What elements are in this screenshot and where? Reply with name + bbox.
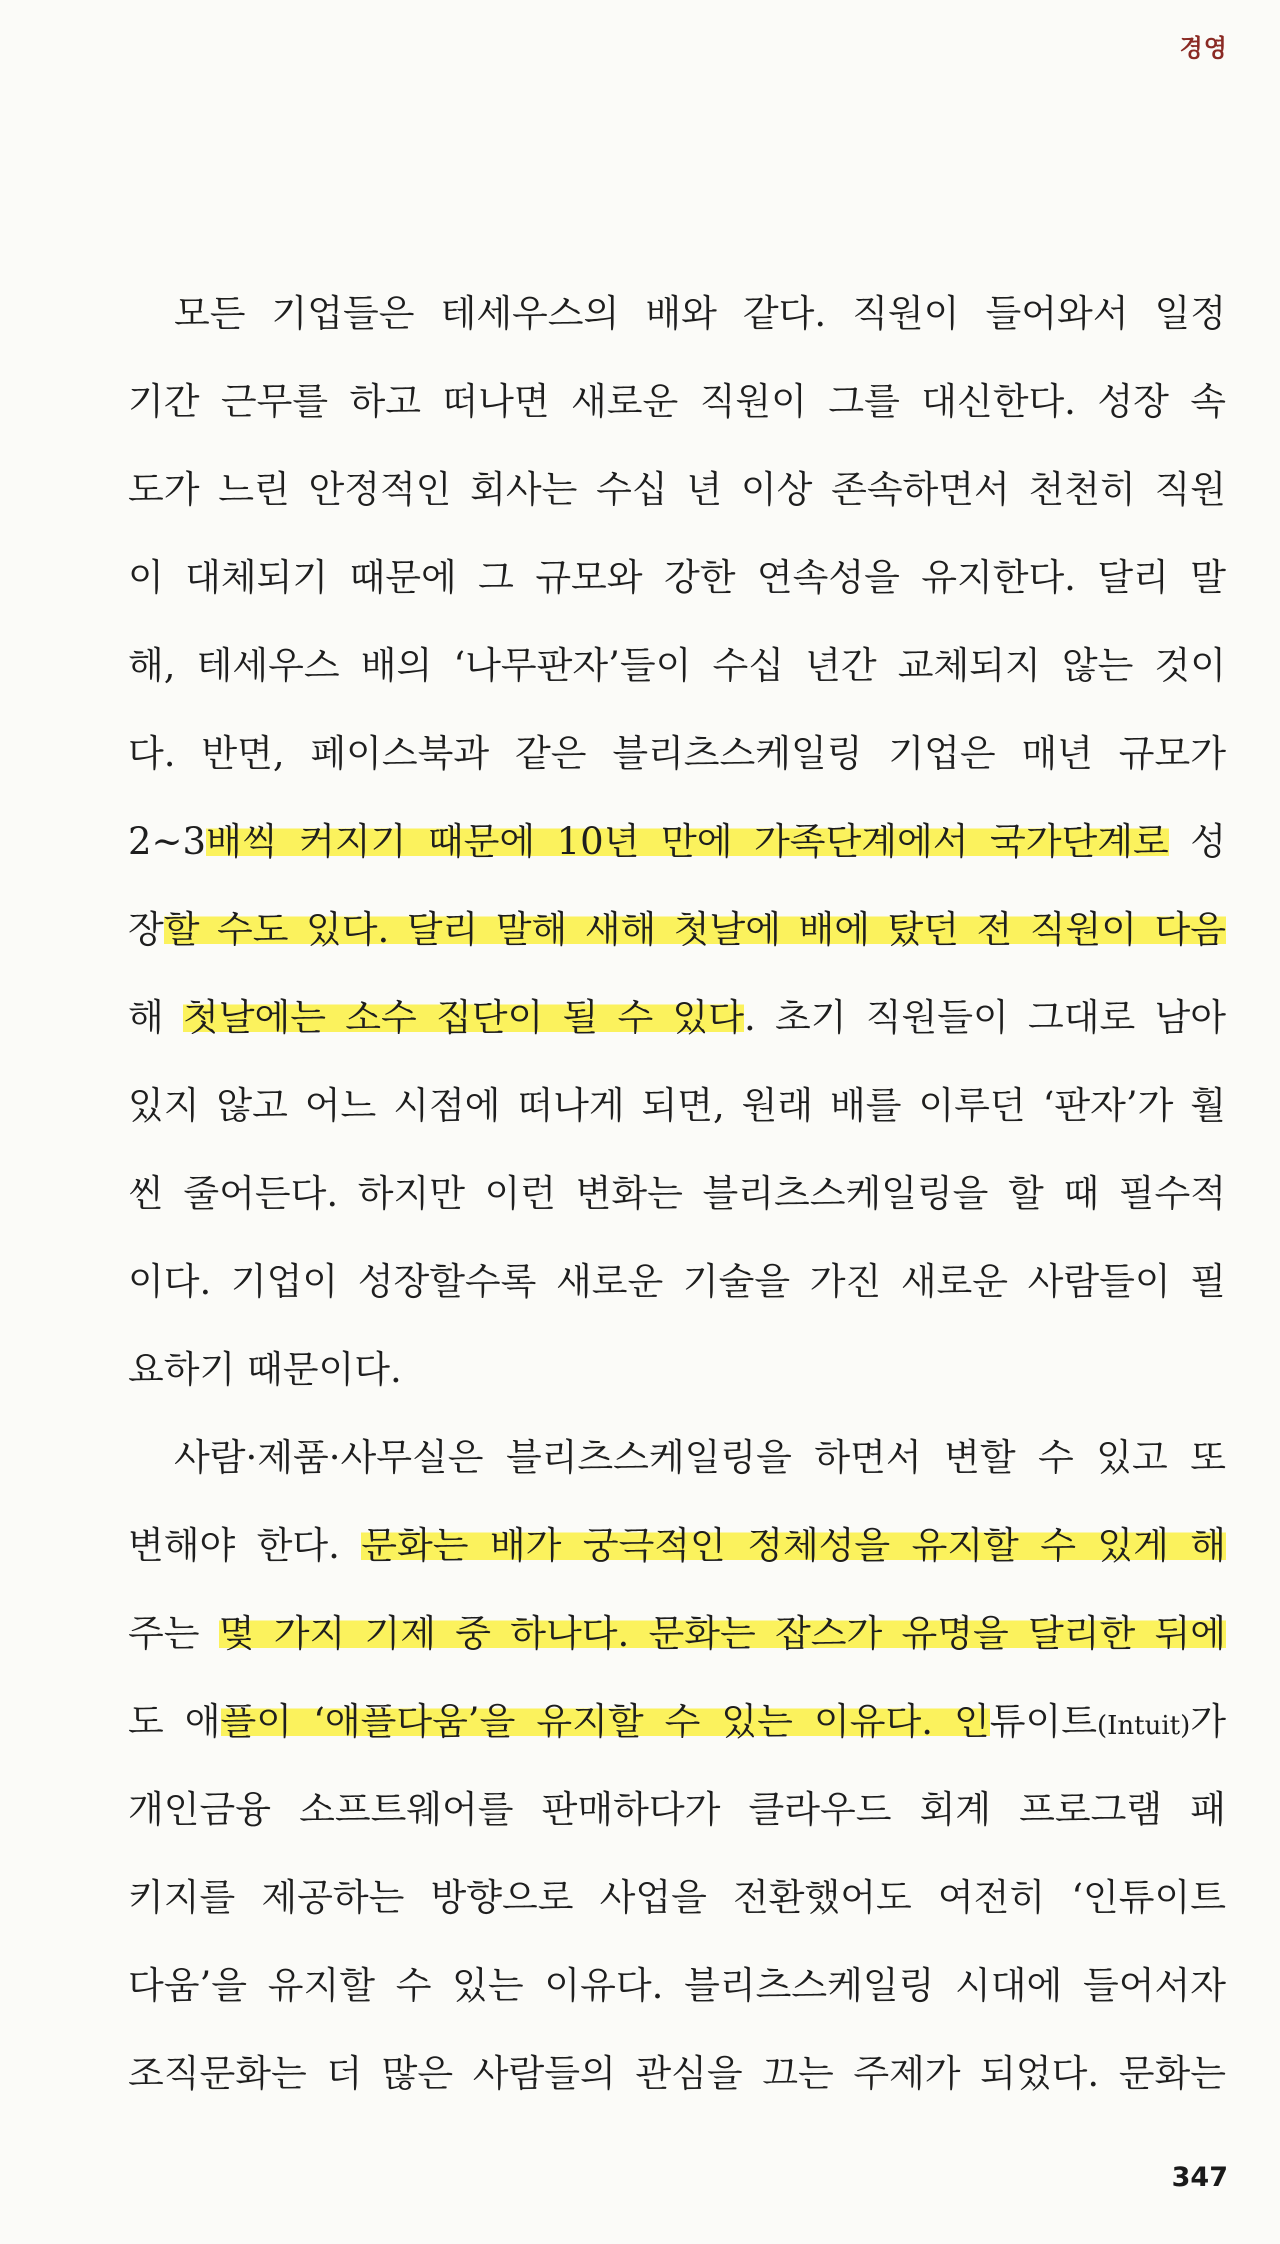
highlighted-text: 배씩 커지기 때문에 10년 만에 가족단계에서 국가단계로 <box>206 820 1169 863</box>
text-span: 튜이트 <box>989 1700 1097 1743</box>
page-number: 347 <box>1171 2162 1228 2193</box>
text-span: 장 <box>128 908 164 951</box>
text-line: 있지 않고 어느 시점에 떠나게 되면, 원래 배를 이루던 ‘판자’가 훨 <box>128 1084 1226 1127</box>
text-line <box>128 798 1226 886</box>
section-header: 경영 <box>1179 34 1228 62</box>
foreign-term: (Intuit) <box>1097 1711 1191 1741</box>
text-line: 사람·제품·사무실은 블리츠스케일링을 하면서 변할 수 있고 또 <box>174 1436 1226 1479</box>
paragraph-1 <box>128 270 1226 1414</box>
text-line: 해, 테세우스 배의 ‘나무판자’들이 수십 년간 교체되지 않는 것이 <box>128 644 1226 687</box>
text-line <box>128 1502 1226 1590</box>
text-line: 요하기 때문이다. <box>128 1348 402 1391</box>
text-span: 도 애 <box>128 1700 221 1743</box>
text-line: 다움’을 유지할 수 있는 이유다. 블리츠스케일링 시대에 들어서자 <box>128 1964 1226 2007</box>
text-span: 가 <box>1190 1700 1227 1743</box>
highlighted-text: 첫날에는 소수 집단이 될 수 있다 <box>183 996 744 1039</box>
text-line: 도가 느린 안정적인 회사는 수십 년 이상 존속하면서 천천히 직원 <box>128 468 1226 511</box>
text-span: . 초기 직원들이 그대로 남아 <box>744 996 1226 1039</box>
text-line <box>128 886 1226 974</box>
highlighted-text: 문화는 배가 궁극적인 정체성을 유지할 수 있게 해 <box>361 1524 1226 1567</box>
text-line: 이 대체되기 때문에 그 규모와 강한 연속성을 유지한다. 달리 말 <box>128 556 1226 599</box>
body-text <box>128 270 1226 2118</box>
text-line: 씬 줄어든다. 하지만 이런 변화는 블리츠스케일링을 할 때 필수적 <box>128 1172 1226 1215</box>
text-span: 변해야 한다. <box>128 1524 362 1567</box>
text-span: 2~3 <box>128 820 207 863</box>
highlighted-text: 몇 가지 기제 중 하나다. 문화는 잡스가 유명을 달리한 뒤에 <box>218 1612 1226 1655</box>
paragraph-2 <box>128 1414 1226 2118</box>
text-span: 주는 <box>128 1612 219 1655</box>
text-line <box>128 1590 1226 1678</box>
text-line: 개인금융 소프트웨어를 판매하다가 클라우드 회계 프로그램 패 <box>128 1788 1226 1831</box>
text-line: 모든 기업들은 테세우스의 배와 같다. 직원이 들어와서 일정 <box>174 292 1226 335</box>
text-line: 다. 반면, 페이스북과 같은 블리츠스케일링 기업은 매년 규모가 <box>128 732 1226 775</box>
highlighted-text: 플이 ‘애플다움’을 유지할 수 있는 이유다. 인 <box>220 1700 990 1743</box>
text-line <box>128 1678 1226 1766</box>
text-line: 기간 근무를 하고 떠나면 새로운 직원이 그를 대신한다. 성장 속 <box>128 380 1226 423</box>
highlighted-text: 할 수도 있다. 달리 말해 새해 첫날에 배에 탔던 전 직원이 다음 <box>163 908 1226 951</box>
text-span: 성 <box>1168 820 1226 863</box>
text-line: 조직문화는 더 많은 사람들의 관심을 끄는 주제가 되었다. 문화는 <box>128 2052 1226 2095</box>
text-line <box>128 974 1226 1062</box>
text-line: 키지를 제공하는 방향으로 사업을 전환했어도 여전히 ‘인튜이트 <box>128 1876 1226 1919</box>
text-line: 이다. 기업이 성장할수록 새로운 기술을 가진 새로운 사람들이 필 <box>128 1260 1226 1303</box>
text-span: 해 <box>128 996 184 1039</box>
